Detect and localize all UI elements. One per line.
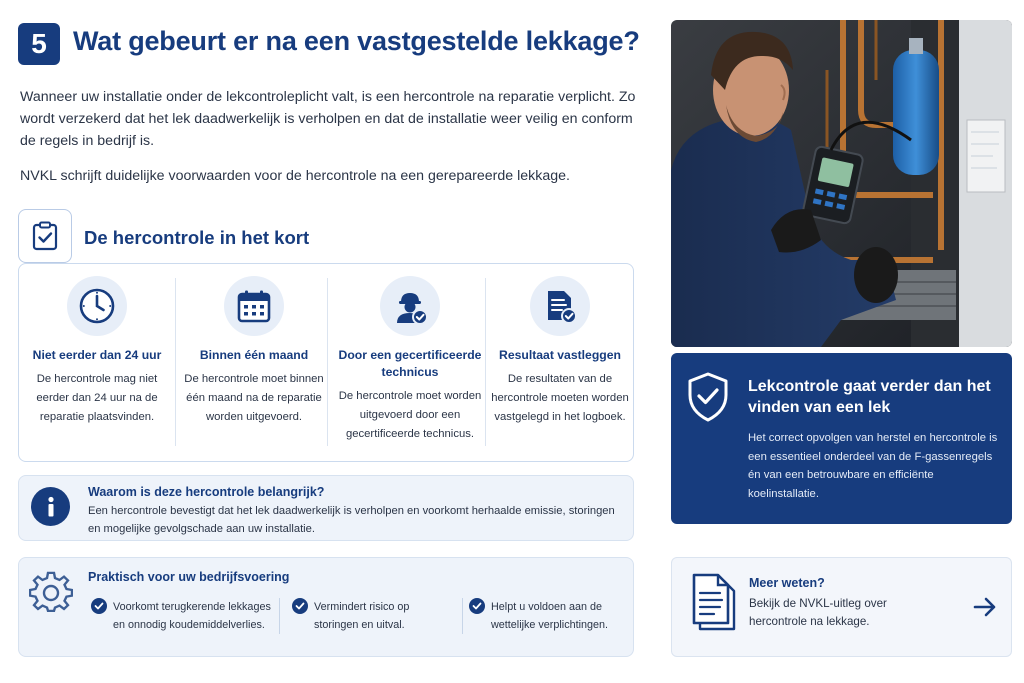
callout-text: Het correct opvolgen van herstel en hercontrole is een essentieel onderdeel van de F-gassenregels én van een betrouwbare en efficiënte koelinstallatie. [748, 432, 998, 500]
practical-panel [18, 557, 634, 657]
callout-title: Lekcontrole gaat verder dan het vinden van een lek [748, 378, 991, 416]
card-divider [327, 278, 328, 446]
intro-paragraph-2: NVKL schrijft duidelijke voorwaarden voor de hercontrole na een gerepareerde lekkage. [20, 168, 570, 184]
practical-item-text: Vermindert risico op storingen en uitval. [314, 601, 410, 631]
summary-title: De hercontrole in het kort [84, 227, 310, 248]
calendar-icon [224, 276, 284, 336]
shield-check-icon [685, 371, 731, 428]
more-info-title: Meer weten? [749, 576, 825, 590]
page-title: Wat gebeurt er na een vastgestelde lekkage? [73, 26, 640, 56]
card-text: De hercontrole mag niet eerder dan 24 uur na de reparatie plaatsvinden. [36, 373, 158, 423]
clock-icon [67, 276, 127, 336]
item-divider [279, 598, 280, 634]
why-title: Waarom is deze hercontrole belangrijk? [88, 485, 325, 499]
card-title: Resultaat vastleggen [499, 348, 621, 362]
card-title: Binnen één maand [199, 348, 309, 362]
card-certified-technician [335, 276, 485, 451]
card-text: De hercontrole moet worden uitgevoerd door een gecertificeerde technicus. [338, 390, 482, 440]
documents-icon [690, 573, 738, 638]
clipboard-check-icon [18, 209, 72, 263]
info-icon [31, 487, 70, 526]
practical-item-text: Voorkomt terugkerende lekkages en onnodig koudemiddelverlies. [113, 601, 271, 631]
check-icon [469, 598, 485, 614]
card-text: De resultaten van de hercontrole moeten worden vastgelegd in het logboek. [491, 373, 629, 423]
summary-cards-panel [18, 263, 634, 462]
step-number-badge: 5 [18, 23, 60, 65]
card-record-result [491, 276, 629, 451]
technician-photo [671, 20, 1012, 347]
card-title: Door een gecertificeerde technicus [338, 348, 482, 379]
practical-title: Praktisch voor uw bedrijfsvoering [88, 570, 290, 584]
card-text: De hercontrole moet binnen één maand na de reparatie worden uitgevoerd. [184, 373, 324, 423]
practical-item-text: Helpt u voldoen aan de wettelijke verplichtingen. [491, 601, 609, 631]
card-divider [175, 278, 176, 446]
card-divider [485, 278, 486, 446]
why-text: Een hercontrole bevestigt dat het lek daadwerkelijk is verholpen en voorkomt herhaalde emissie, storingen en mogelijke gevolgschade aan uw installatie. [88, 505, 615, 535]
intro-paragraph-1: Wanneer uw installatie onder de lekcontroleplicht valt, is een hercontrole na reparatie verplicht. Zo wordt verzekerd dat het lek daadwerkelijk is verholpen en dat de installatie weer veilig en conform de regels in bedrijf is. [20, 89, 636, 149]
more-info-text: Bekijk de NVKL-uitleg over hercontrole na lekkage. [749, 597, 887, 628]
card-24-hours [27, 276, 167, 451]
technician-icon [380, 276, 440, 336]
item-divider [462, 598, 463, 634]
document-check-icon [530, 276, 590, 336]
card-title: Niet eerder dan 24 uur [32, 348, 162, 362]
more-info-panel[interactable] [671, 557, 1012, 657]
why-panel [18, 475, 634, 541]
check-icon [91, 598, 107, 614]
callout-panel [671, 353, 1012, 524]
arrow-right-icon[interactable] [973, 596, 997, 623]
check-icon [292, 598, 308, 614]
gear-icon [29, 571, 73, 615]
card-one-month [184, 276, 324, 451]
